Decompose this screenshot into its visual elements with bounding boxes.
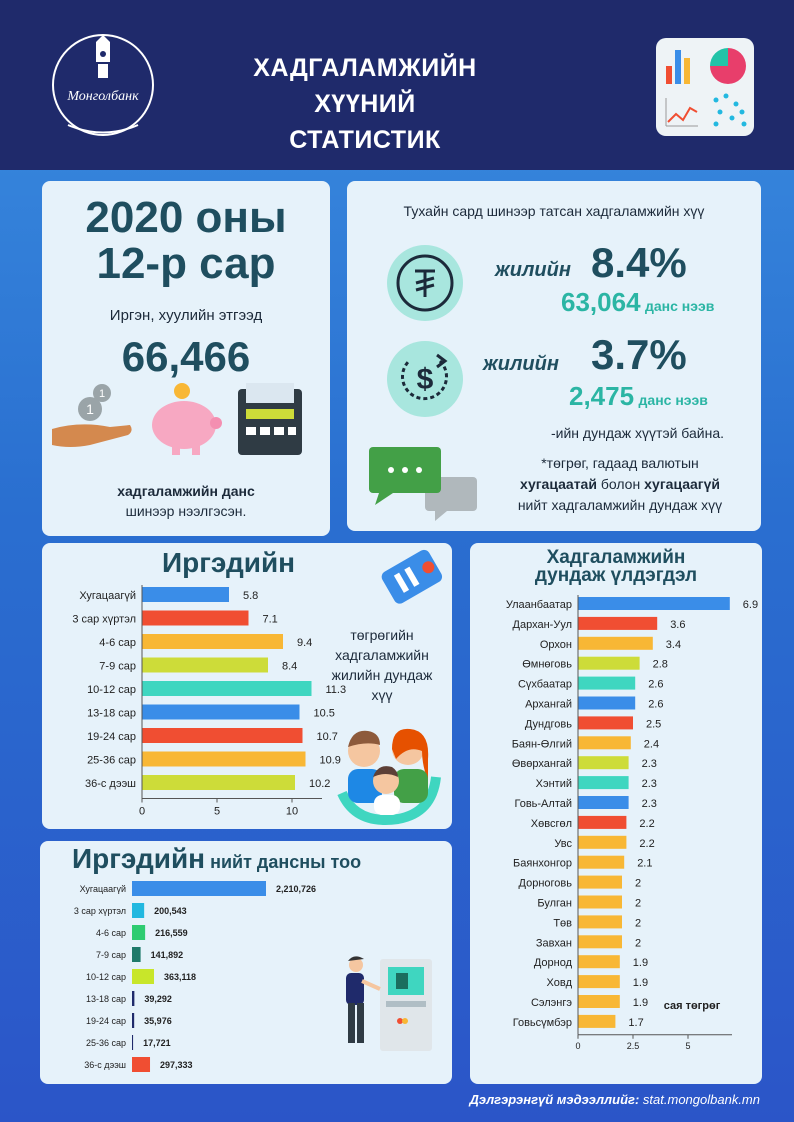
rate-tick-label: 5 [213,805,221,818]
rate-bar-value: 11.3 [325,684,347,696]
account-bar [132,881,266,896]
foreign-rate-value: 3.7% [591,331,687,378]
footer-label: Дэлгэрэнгүй мэдээллийг: [469,1092,640,1107]
summary-card [42,181,330,536]
balance-chart-card [470,543,762,1084]
coin-number-2: 1 [98,388,106,400]
account-chart [40,877,340,1077]
balance-bar-value: 2 [635,897,642,910]
balance-bar [578,697,635,710]
rate-bar-label: 36-с дээш [84,778,136,790]
rate-bar [142,634,283,649]
currency-note-demand: хугацаагүй [644,476,721,492]
rate-bar [142,587,229,602]
balance-bar [578,955,620,968]
balance-bar-label: Баян-Өлгий [511,738,572,751]
report-date [42,195,330,287]
balance-bar-value: 1.9 [632,997,649,1009]
account-bar-value: 141,892 [150,950,184,960]
rate-bar-label: 4-6 сар [99,637,136,649]
rate-bar [142,775,295,790]
rate-bar-value: 10.2 [309,778,331,790]
balance-unit-label: сая төгрөг [663,999,721,1012]
balance-bar [578,836,626,849]
balance-bar-label: Хэнтий [535,778,572,791]
foreign-accounts [569,381,708,412]
foreign-accounts-value: 2,475 [569,381,635,411]
balance-bar-value: 2.4 [643,738,660,751]
balance-bar-label: Баянхонгор [513,857,572,870]
balance-bar-label: Өвөрхангай [511,758,572,771]
account-bar-value: 297,333 [160,1060,193,1070]
account-bar-value: 35,976 [144,1016,172,1026]
balance-chart-title-line1: Хадгаламжийн [546,547,686,568]
balance-bar [578,915,622,928]
report-date-line2: 12-р сар [96,239,276,288]
page-title [200,50,530,158]
balance-bar [578,597,730,610]
account-bar-value: 17,721 [143,1038,171,1048]
balance-tick-label: 0 [575,1040,581,1051]
balance-bar-label: Архангай [525,698,572,711]
family-illustration [336,715,442,825]
rate-bar-value: 10.9 [319,754,341,767]
balance-bar-value: 1.7 [628,1016,644,1029]
account-chart-title [72,843,361,875]
balance-bar-value: 2 [635,877,642,890]
currency-note [495,453,745,516]
rate-bar [142,658,268,673]
currency-note-term: хугацаатай [519,476,597,492]
balance-bar-label: Сэлэнгэ [530,997,572,1009]
balance-bar-value: 2.3 [641,758,657,771]
rate-bar-value: 9.4 [297,637,313,649]
tugrug-accounts-value: 63,064 [561,287,641,317]
account-bar-value: 200,543 [154,906,187,916]
balance-bar-label: Завхан [535,937,572,950]
rate-chart-caption: төгрөгийн хадгаламжийн жилийн дундаж хүү [331,627,433,703]
rate-bar-value: 10.5 [313,707,335,720]
balance-bar-label: Дорнод [533,957,572,970]
rate-bar-label: Хугацаагүй [79,590,136,602]
new-accounts-desc [42,481,330,521]
balance-bar-value: 2.5 [646,718,662,731]
account-bar [132,947,141,962]
balance-bar [578,617,657,630]
balance-bar-value: 2 [635,917,642,930]
balance-bar-label: Ховд [546,977,572,990]
tugrug-accounts-suffix: данс нээв [644,298,715,314]
account-bar-label: 36-с дээш [84,1060,126,1070]
account-bar-label: 19-24 сар [85,1016,126,1026]
balance-bar [578,637,653,650]
account-bar-label: 3 сар хүртэл [73,906,126,916]
balance-bar-label: Улаанбаатар [505,599,572,611]
tugrug-icon [385,243,465,323]
balance-tick-label: 5 [685,1040,691,1051]
balance-bar-label: Орхон [539,638,572,651]
balance-bar [578,816,626,829]
balance-bar-label: Сүхбаатар [517,678,572,691]
new-rates-heading: Тухайн сард шинээр татсан хадгаламжийн хүү [403,203,705,219]
rate-bar-value: 8.4 [282,660,298,673]
rate-bar-value: 7.1 [262,613,278,626]
currency-note-line2 [495,474,745,495]
savings-illustration [50,379,322,461]
balance-bar [578,657,640,670]
balance-bar-label: Говьсүмбэр [512,1016,572,1029]
statistics-icon [656,38,754,136]
balance-bar-label: Төв [553,917,572,930]
rate-chart-card [42,543,452,829]
balance-bar [578,716,633,729]
balance-bar-value: 3.4 [665,638,682,651]
atm-illustration [336,945,446,1055]
tugrug-accounts [561,287,714,318]
footer [0,1092,760,1107]
rate-bar-label: 7-9 сар [99,660,136,673]
balance-bar [578,776,629,789]
currency-note-line3: нийт хадгаламжийн дундаж хүү [517,497,723,513]
page-title-line1: ХАДГАЛАМЖИЙН ХҮҮНИЙ [253,54,477,118]
balance-bar [578,935,622,948]
account-bar-label: 25-36 сар [85,1038,126,1048]
rate-tick-label: 10 [285,805,299,818]
balance-bar-value: 2.6 [648,698,664,711]
account-bar [132,969,154,984]
balance-bar-label: Дорноговь [518,877,572,890]
rate-bar [142,752,306,767]
balance-bar-value: 6.9 [742,599,759,611]
tag-icon [376,543,448,615]
account-bar-value: 2,210,726 [276,884,317,894]
balance-bar-value: 2.8 [652,658,668,671]
balance-chart [470,593,762,1073]
balance-bar [578,677,635,690]
account-chart-title-rest: нийт дансны тоо [205,852,362,872]
balance-bar-label: Өмнөговь [522,658,572,671]
balance-bar-value: 2.6 [648,678,664,691]
currency-note-line1: *төгрөг, гадаад валютын [541,455,699,471]
balance-bar-value: 2.3 [641,798,657,810]
account-bar-label: 4-6 сар [95,928,126,938]
balance-bar-label: Дархан-Уул [512,618,572,631]
rate-bar [142,611,249,626]
balance-bar-value: 3.6 [670,618,686,631]
account-bar-label: 13-18 сар [85,994,126,1004]
svg-text:$: $ [416,363,434,396]
balance-bar [578,856,624,869]
balance-bar-value: 2 [635,937,642,950]
account-bar-value: 39,292 [144,994,172,1004]
balance-chart-title-line2: дундаж үлдэгдэл [534,565,698,586]
rate-bar-value: 10.7 [316,731,338,743]
account-bar-value: 216,559 [155,928,188,938]
account-bar [132,1013,134,1028]
account-bar-label: 7-9 сар [95,950,126,960]
new-accounts-desc-bold: хадгаламжийн данс [117,483,255,499]
balance-bar-value: 2.2 [639,837,655,850]
rate-chart [42,583,347,823]
account-bar-value: 363,118 [164,972,197,982]
rate-bar-value: 5.8 [243,590,259,602]
account-bar-label: 10-12 сар [85,972,126,982]
page-title-line2: СТАТИСТИК [289,126,441,154]
rate-bar-label: 19-24 сар [87,731,136,743]
currency-note-and: болон [596,476,645,492]
rate-bar [142,705,300,720]
foreign-accounts-suffix: данс нээв [638,392,708,408]
account-chart-title-bold: Иргэдийн [72,843,206,874]
balance-bar [578,1015,615,1028]
rate-bar-label: 3 сар хүртэл [72,613,136,626]
dollar-exchange-icon [385,339,465,419]
rate-bar-label: 10-12 сар [87,684,136,696]
balance-bar [578,896,622,909]
balance-bar [578,975,620,988]
new-accounts-count: 66,466 [121,333,251,380]
chat-bubbles-icon [365,443,483,521]
rate-bar-label: 25-36 сар [87,754,136,767]
rate-tick-label: 0 [138,805,146,818]
coin-number-1: 1 [86,401,94,417]
logo-text: Монголбанк [67,89,139,104]
header-banner [0,0,794,170]
balance-bar [578,756,629,769]
balance-bar [578,995,620,1008]
account-bar [132,1057,150,1072]
balance-tick-label: 2.5 [626,1040,640,1051]
account-bar [132,903,144,918]
balance-bar [578,876,622,889]
avg-rate-note: -ийн дундаж хүүтэй байна. [551,425,725,441]
balance-bar-value: 2.2 [639,817,655,830]
balance-bar-label: Булган [537,897,572,910]
footer-link[interactable]: stat.mongolbank.mn [642,1092,760,1107]
entity-label: Иргэн, хуулийн этгээд [109,307,263,324]
tugrug-rate-prefix: жилийн [495,259,571,281]
balance-chart-title [470,549,762,585]
rate-bar [142,681,312,696]
rate-bar-label: 13-18 сар [87,707,136,720]
rate-bar [142,728,303,743]
balance-bar-value: 2.1 [637,857,653,870]
account-bar [132,991,134,1006]
account-bar [132,925,145,940]
account-count-card [40,841,452,1084]
balance-bar [578,796,629,809]
balance-bar [578,736,631,749]
mongolbank-logo [48,30,158,140]
tugrug-rate-value: 8.4% [591,239,687,286]
new-rates-card [347,181,761,531]
foreign-rate-prefix: жилийн [483,353,559,375]
balance-bar-label: Дундговь [524,718,572,731]
balance-bar-label: Говь-Алтай [514,798,572,810]
rate-chart-title: Иргэдийн [162,547,296,578]
balance-bar-value: 2.3 [641,778,657,791]
new-accounts-desc-rest: шинээр нээлгэсэн. [125,503,247,519]
report-date-line1: 2020 оны [85,193,287,242]
balance-bar-label: Хөвсгөл [530,817,572,830]
account-bar [132,1035,133,1050]
balance-bar-value: 1.9 [632,957,649,970]
balance-bar-label: Увс [554,837,572,850]
balance-bar-value: 1.9 [632,977,649,990]
account-bar-label: Хугацаагүй [79,884,126,894]
